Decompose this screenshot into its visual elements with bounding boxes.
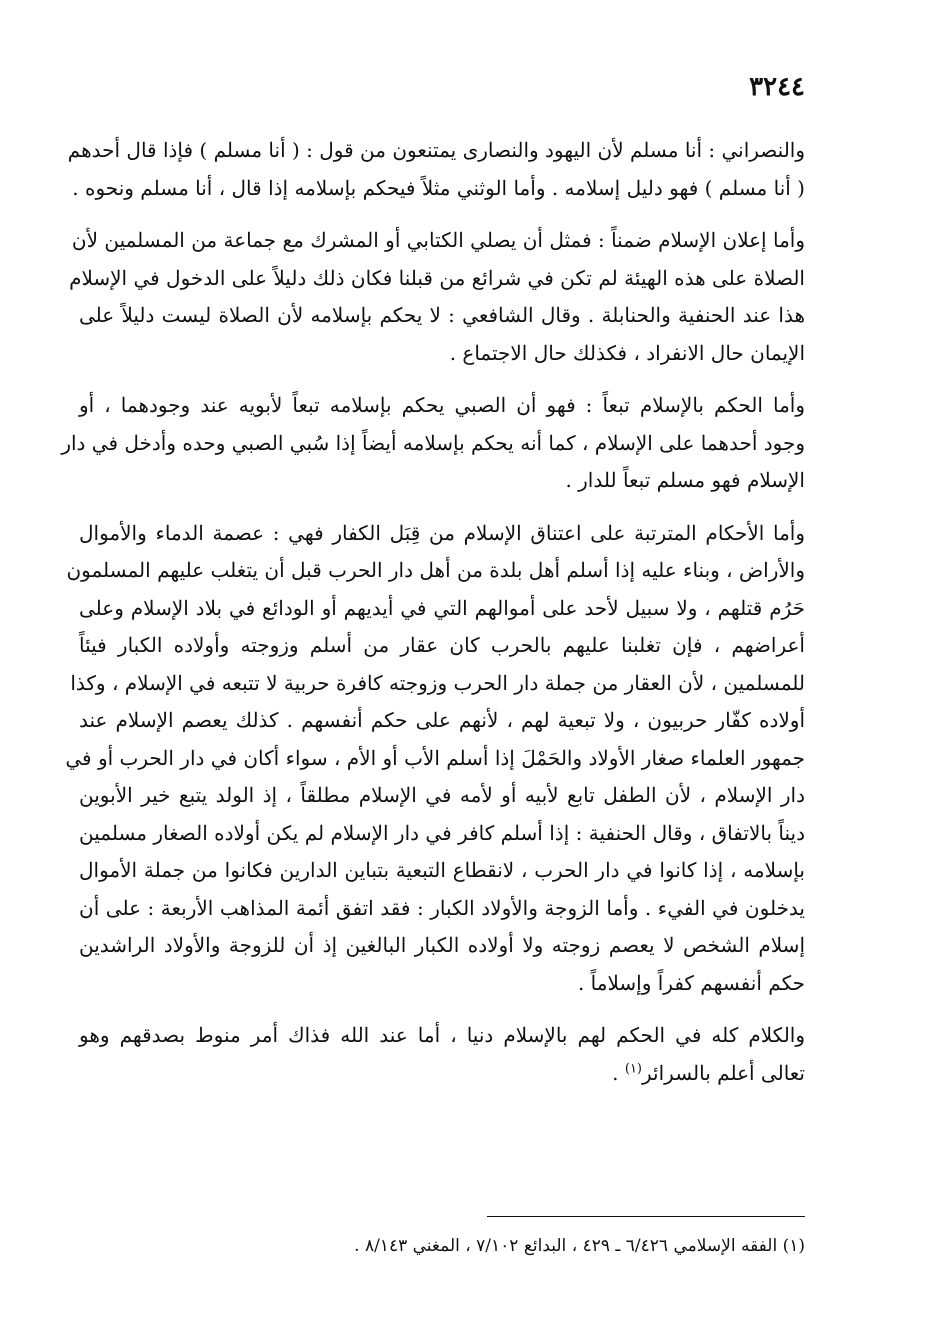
paragraph-5 [79,1017,805,1092]
text-line: أعراضهم ، فإن تغلبنا عليهم بالحرب كان عقار من أسلم وزوجته وأولاده الكبار فيئاً [79,633,805,657]
text-line: وجود أحدهما على الإسلام ، كما أنه يحكم بإسلامه أيضاً إذا سُبي الصبي وحده وأدخل في دار [61,430,805,455]
text-line: يدخلون في الفيء . وأما الزوجة والأولاد الكبار : فقد اتفق أئمة المذاهب الأربعة : على أن [79,895,805,920]
text-line: حَرُم قتلهم ، ولا سبيل لأحد على أموالهم التي في أيديهم أو الودائع في بلاد الإسلام وعلى [79,595,805,620]
text-line: أولاده كفّار حربيون ، ولا تبعية لهم ، لأنهم على حكم أنفسهم . كذلك يعصم الإسلام عند [79,708,805,732]
text-line: تعالى أعلم بالسرائر [642,1060,805,1085]
footnote-reference[interactable]: (١) [624,1060,642,1076]
paragraph-3 [61,387,805,500]
paragraph-2 [69,222,806,372]
page-number: ٣٢٤٤ [749,72,805,102]
text-line: والكلام كله في الحكم لهم بالإسلام دنيا ، أما عند الله فذاك أمر منوط بصدقهم وهو [79,1023,806,1047]
text-line: الإيمان حال الانفراد ، فكذلك حال الاجتماع . [449,340,805,365]
text-line: دار الإسلام ، لأن الطفل تابع لأبيه أو لأمه في الإسلام مطلقاً ، إذ الولد يتبع خير الأبوين [79,783,805,807]
text-line: والنصراني : أنا مسلم لأن اليهود والنصارى يمتنعون من قول : ( أنا مسلم ) فإذا قال أحدهم [67,138,805,162]
text-line: الصلاة على هذه الهيئة لم تكن في شرائع من قبلنا فكان ذلك دليلاً على الدخول في الإسلام [69,265,805,290]
paragraph-4 [65,515,805,1003]
text-line: الإسلام فهو مسلم تبعاً للدار . [565,468,805,492]
text-line: بإسلامه ، إذا كانوا في دار الحرب ، لانقطاع التبعية بتباين الدارين فكانوا من جملة الأموال [79,858,805,882]
text-line-with-note [79,1055,805,1093]
footnote: (١) الفقه الإسلامي ٦/٤٢٦ ـ ٤٢٩ ، البدائع ٧/١٠٢ ، المغني ٨/١٤٣ . [354,1236,805,1256]
text-line: هذا عند الحنفية والحنابلة . وقال الشافعي : لا يحكم بإسلامه لأن الصلاة ليست دليلاً على [79,303,806,327]
text-line: إسلام الشخص لا يعصم زوجته ولا أولاده الكبار البالغين إذ أن للزوجة والأولاد الراشدين [79,933,805,957]
paragraph-1 [67,132,805,207]
footnote-divider [487,1216,805,1217]
text-line: وأما الحكم بالإسلام تبعاً : فهو أن الصبي يحكم بإسلامه تبعاً لأبويه عند وجودهما ، أو [79,393,805,417]
text-line: والأراض ، وبناء عليه إذا أسلم أهل بلدة من أهل دار الحرب قبل أن يتغلب عليهم المسلمون [66,558,805,582]
text-line: ( أنا مسلم ) فهو دليل إسلامه . وأما الوثني مثلاً فيحكم بإسلامه إذا قال ، أنا مسلم ونحوه . [72,175,805,200]
text-line: وأما إعلان الإسلام ضمناً : فمثل أن يصلي الكتابي أو المشرك مع جماعة من المسلمين لأن [71,228,805,252]
body-text [61,132,806,1107]
text-line: ديناً بالاتفاق ، وقال الحنفية : إذا أسلم كافر في دار الإسلام لم يكن أولاده الصغار مسلمين [79,820,805,845]
sentence-end: . [612,1060,625,1085]
text-line: جمهور العلماء صغار الأولاد والحَمْلَ إذا أسلم الأب أو الأم ، سواء أكان في دار الحرب أو في [65,745,805,770]
text-line: للمسلمين ، لأن العقار من جملة دار الحرب وزوجته كافرة حربية لا تتبعه في الإسلام ، وكذا [70,670,805,695]
text-line: وأما الأحكام المترتبة على اعتناق الإسلام من قِبَل الكفار فهي : عصمة الدماء والأموال [79,520,805,545]
text-line: حكم أنفسهم كفراً وإسلاماً . [577,970,805,995]
